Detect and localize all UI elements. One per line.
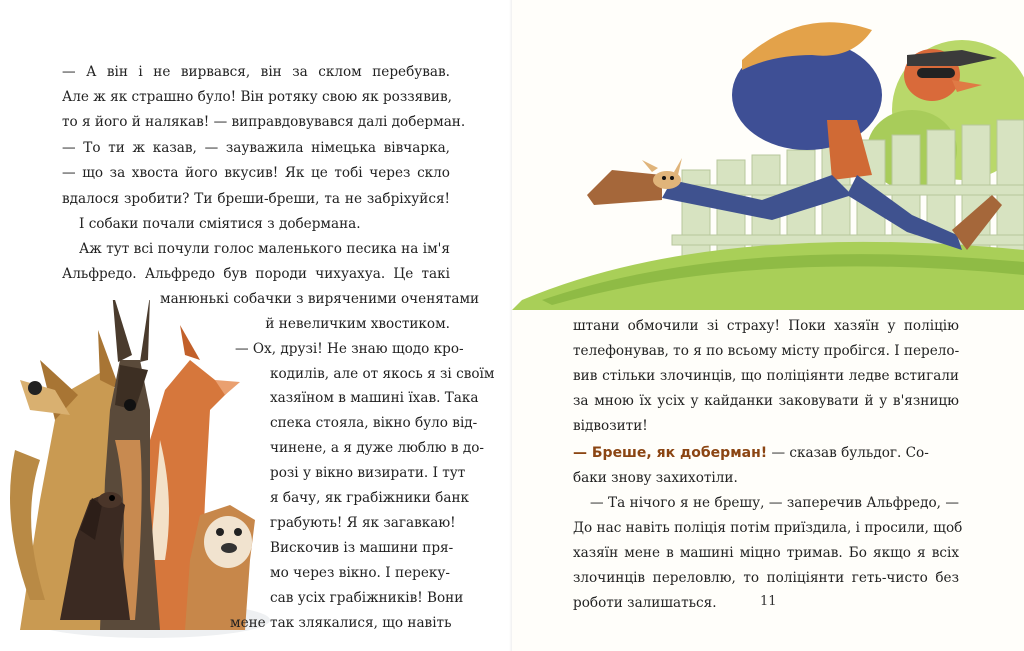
left-line-12: — Ох, друзі! Не знаю щодо кро-	[235, 341, 464, 357]
page-number: 11	[760, 594, 777, 609]
left-line-5: — що за хвоста його вкусив! Як це тобі через скло	[62, 165, 450, 181]
thief-illustration	[512, 0, 1024, 310]
right-line-2: телефонував, то я по всьому місту пробігся. І перело-	[573, 343, 960, 359]
left-line-16: чинене, а я дуже люблю в до-	[270, 440, 485, 456]
left-line-6: вдалося зробити? Ти бреши-бреши, та не забріхуйся!	[62, 191, 450, 207]
left-line-20: Вискочив із машини пря-	[270, 540, 454, 556]
right-line-4: за мною їх усіх у кайданки заковувати й у в'язницю	[573, 393, 959, 409]
left-line-8: Аж тут всі почули голос маленького песика на ім'я	[79, 241, 450, 257]
left-line-4: — То ти ж казав, — зауважила німецька вівчарка,	[62, 140, 450, 156]
right-line-12: роботи залишаться.	[573, 595, 717, 611]
right-line-9: До нас навіть поліція потім приїздила, і просили, щоб	[573, 520, 963, 536]
left-line-19: грабують! Я як загавкаю!	[270, 515, 456, 531]
left-line-9: Альфредо. Альфредо був породи чихуахуа. Це такі	[62, 266, 450, 282]
left-line-2: Але ж як страшно було! Він ротяку свою як роззявив,	[62, 89, 452, 105]
left-line-15: спека стояла, вікно було від-	[270, 415, 478, 431]
left-line-17: розі у вікно визирати. І тут	[270, 465, 466, 481]
left-line-13: кодилів, але от якось я зі своїм	[270, 366, 495, 382]
right-line-1: штани обмочили зі страху! Поки хазяїн у поліцію	[573, 318, 959, 334]
right-line-10: хазяїн мене в машині міцно тримав. Бо якщо я всіх	[573, 545, 959, 561]
right-line-5: відвозити!	[573, 418, 648, 434]
left-line-11: й невеличким хвостиком.	[265, 316, 450, 332]
right-page	[512, 0, 1024, 651]
right-line-8: — Та нічого я не брешу, — заперечив Альфредо, —	[590, 495, 959, 511]
left-line-23: мене так злякалися, що навіть	[230, 615, 452, 631]
highlight-quote: — Бреше, як доберман!	[573, 445, 768, 461]
left-line-21: мо через вікно. І переку-	[270, 565, 450, 581]
left-line-3: то я його й налякав! — виправдовувався далі доберман.	[62, 114, 466, 130]
left-line-7: І собаки почали сміятися з добермана.	[79, 216, 361, 232]
right-line-11: злочинців переловлю, то поліціянти геть-чисто без	[573, 570, 959, 586]
right-line-6	[573, 441, 959, 465]
left-line-14: хазяїном в машині їхав. Така	[270, 390, 479, 406]
right-line-7: баки знову захихотіли.	[573, 470, 738, 486]
left-line-18: я бачу, як грабіжники банк	[270, 490, 470, 506]
left-line-1: — А він і не вирвався, він за склом перебував.	[62, 64, 450, 80]
left-line-10: манюнькі собачки з виряченими оченятами	[160, 291, 480, 307]
left-line-22: сав усіх грабіжників! Вони	[270, 590, 464, 606]
right-line-3: вив стільки злочинців, що поліціянти ледве встигали	[573, 368, 959, 384]
highlight-continuation: — сказав бульдог. Со-	[767, 445, 929, 461]
